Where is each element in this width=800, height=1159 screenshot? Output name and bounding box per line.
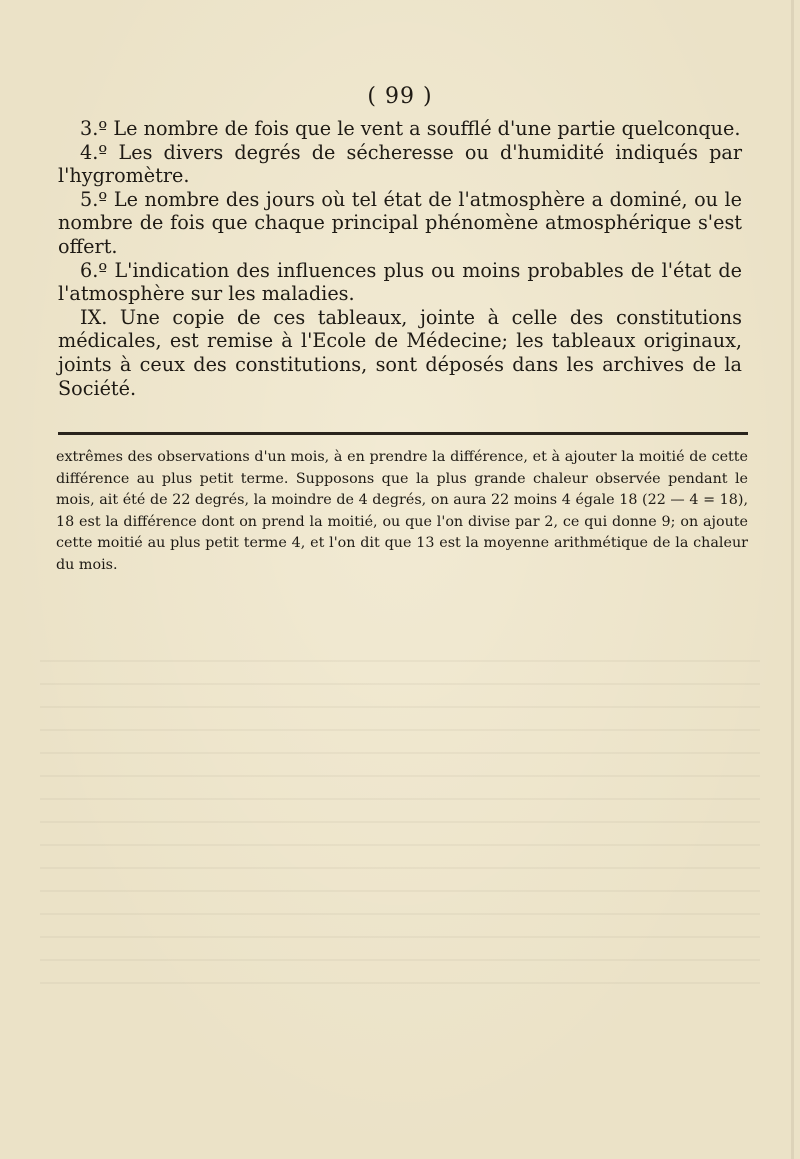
footnote-divider: [58, 432, 748, 435]
footnote: [56, 447, 748, 577]
main-text: [58, 117, 742, 400]
show-through-texture: [40, 660, 760, 990]
page-edge-shadow: [791, 0, 794, 1159]
paragraph-article-ix: IX. Une copie de ces tableaux, jointe à celle des constitutions médicales, est remise à l'Ecole de Médecine; les tableaux originaux, joints à ceux des constitutions, sont déposés dans les archives de la Société.: [58, 305, 742, 400]
footnote-text: extrêmes des observations d'un mois, à en prendre la différence, et à ajouter la moitié de cette différence au plus petit terme. Supposons que la plus grande chaleur observée pendant le mois, ait été de 22 degrés, la moindre de 4 degrés, on aura 22 moins 4 égale 18 (22 — 4 = 18), 18 est la différence dont on prend la moitié, ou que l'on divise par 2, ce qui donne 9; on ajoute cette moitié au plus petit terme 4, et l'on dit que 13 est la moyenne arithmétique de la chaleur du mois.: [56, 449, 748, 573]
paragraph-item-5: 5.º Le nombre des jours où tel état de l'atmosphère a dominé, ou le nombre de fois que chaque principal phénomène atmosphérique s'est offert.: [58, 187, 742, 258]
paragraph-item-4: 4.º Les divers degrés de sécheresse ou d'humidité indiqués par l'hygromètre.: [58, 140, 742, 188]
page-number: ( 99 ): [367, 84, 433, 109]
paragraph-item-3: 3.º Le nombre de fois que le vent a soufflé d'une partie quelconque.: [80, 117, 741, 140]
paragraph-item-6: 6.º L'indication des influences plus ou moins probables de l'état de l'atmosphère sur les maladies.: [58, 258, 742, 306]
